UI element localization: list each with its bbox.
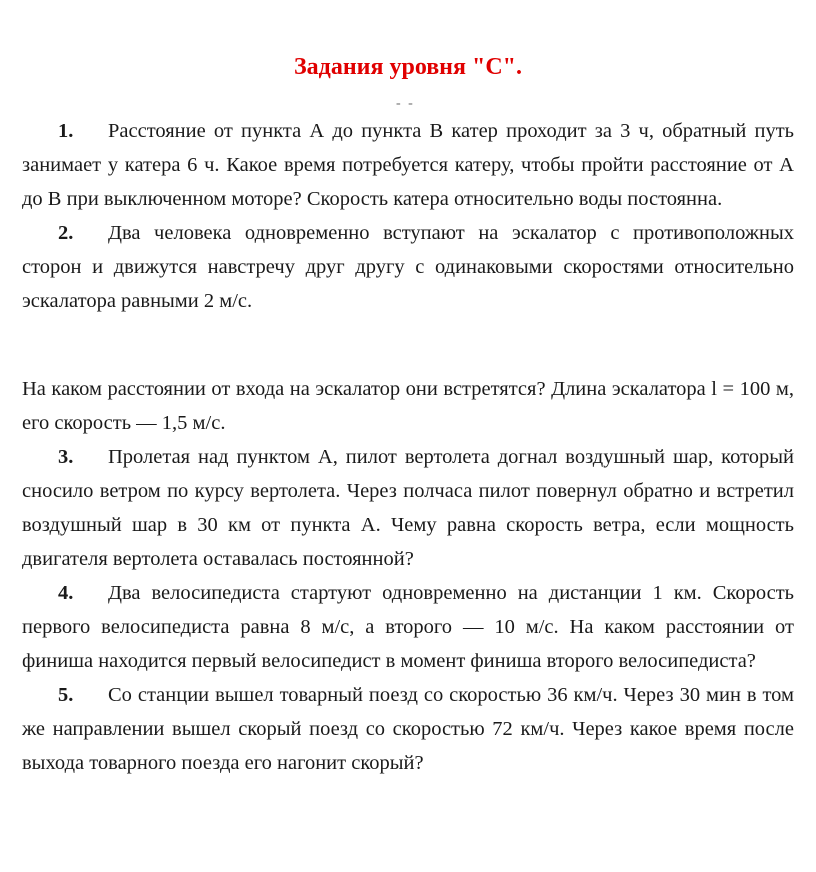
task-2 <box>22 216 794 318</box>
task-text: Пролетая над пунктом А, пилот вертолета догнал воздушный шар, который сносило ветром по курсу вертолета. Через полчаса пилот повернул обратно и встретил воздушный шар в 30 км от пункта А. Чему равна скорость ветра, если мощность двигателя вертолета оставалась постоянной? <box>22 446 794 570</box>
tasks-block-1 <box>22 114 794 318</box>
tasks-block-2 <box>22 372 794 780</box>
task-number: 2. <box>58 222 74 244</box>
task-text: Два человека одновременно вступают на эскалатор с противоположных сторон и движутся навстречу друг другу с одинаковыми скоростями относительно эскалатора равными 2 м/с. <box>22 222 794 312</box>
task-text: Два велосипедиста стартуют одновременно на дистанции 1 км. Скорость первого велосипедиста равна 8 м/с, а второго — 10 м/с. На каком расстоянии от финиша находится первый велосипедист в момент финиша второго велосипедиста? <box>22 582 794 672</box>
task-2-continuation: На каком расстоянии от входа на эскалатор они встретятся? Длина эскалатора l = 100 м, его скорость — 1,5 м/с. <box>22 378 794 434</box>
task-1 <box>22 114 794 216</box>
task-text: Расстояние от пункта А до пункта В катер проходит за 3 ч, обратный путь занимает у катера 6 ч. Какое время потребуется катеру, чтобы пройти расстояние от А до В при выключенном моторе? Скорость катера относительно воды постоянна. <box>22 120 794 210</box>
scan-mark: - - <box>396 96 415 111</box>
task-number: 3. <box>58 446 74 468</box>
task-number: 5. <box>58 684 74 706</box>
page-title: Задания уровня "С". <box>294 54 522 80</box>
task-4 <box>22 576 794 678</box>
task-3 <box>22 440 794 576</box>
task-number: 4. <box>58 582 74 604</box>
task-number: 1. <box>58 120 74 142</box>
task-text: Со станции вышел товарный поезд со скоростью 36 км/ч. Через 30 мин в том же направлении вышел скорый поезд со скоростью 72 км/ч. Через какое время после выхода товарного поезда его нагонит скорый? <box>22 684 794 774</box>
task-5 <box>22 678 794 780</box>
